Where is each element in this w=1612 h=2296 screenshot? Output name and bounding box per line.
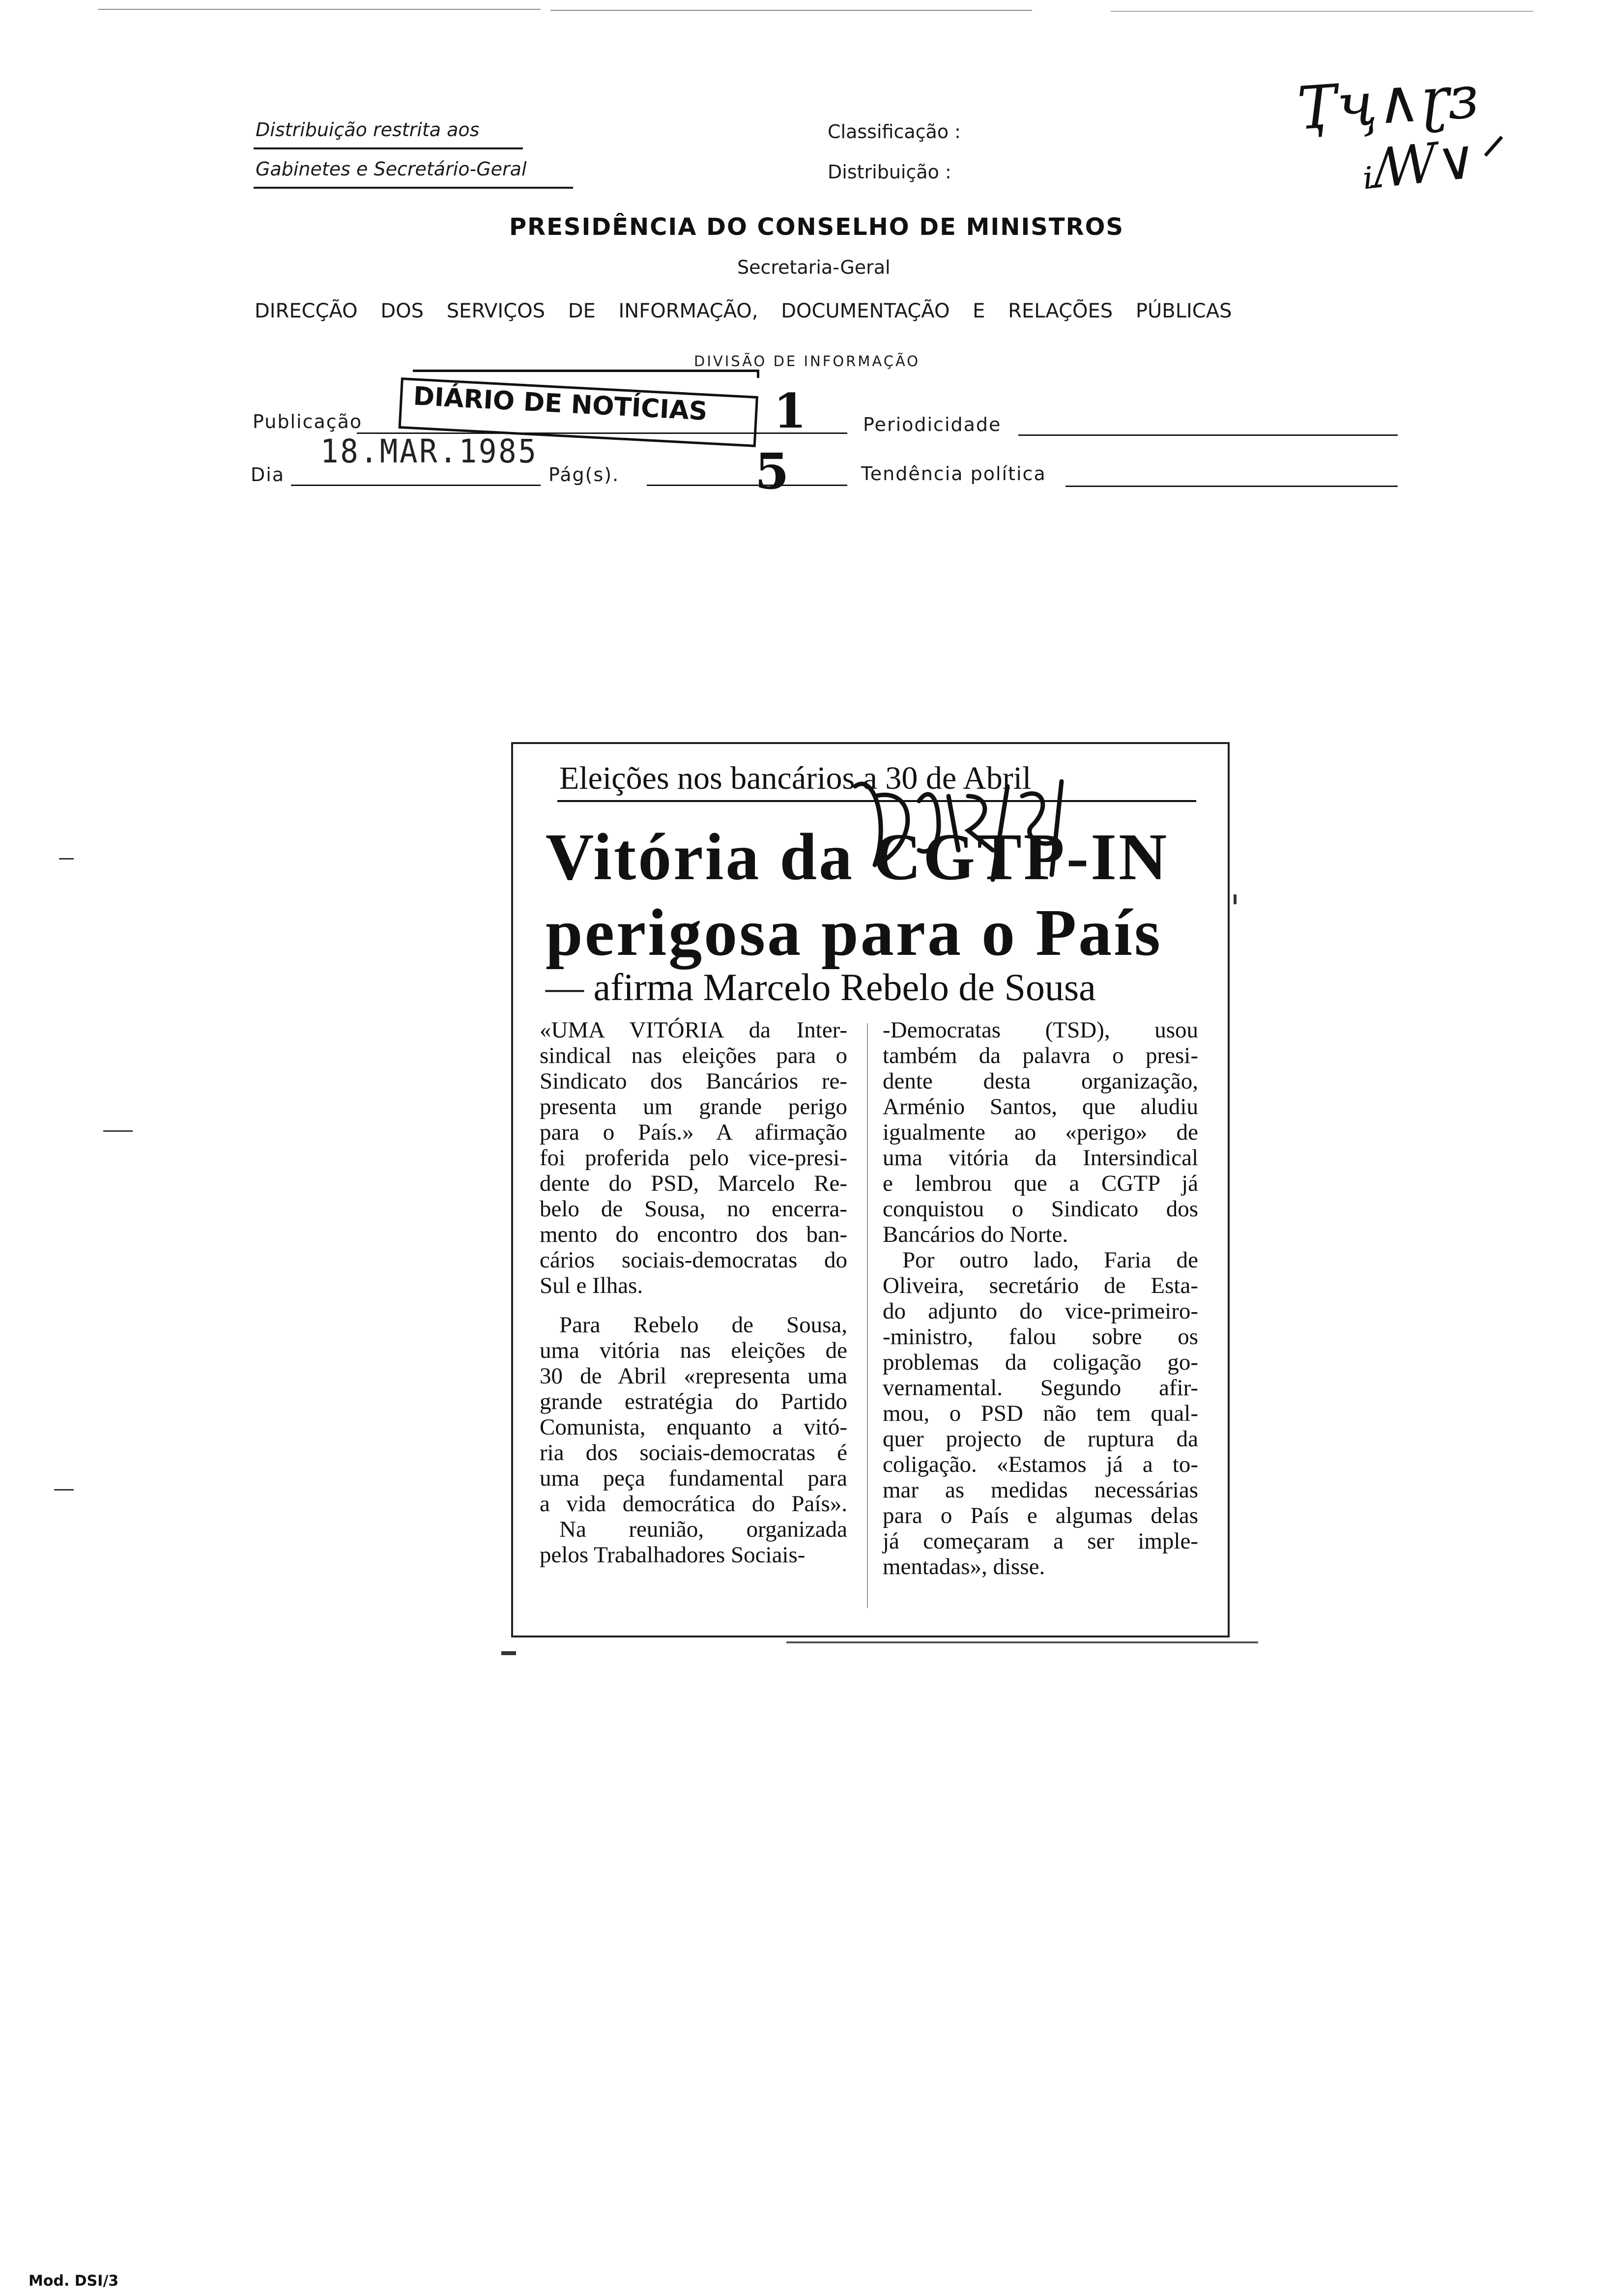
text-line: igualmente ao «perigo» de (883, 1119, 1198, 1145)
text-line: grande estratégia do Partido (540, 1389, 847, 1414)
day-label: Dia (251, 464, 285, 486)
text-line: Oliveira, secretário de Esta- (883, 1273, 1198, 1298)
text-line: Comunista, enquanto a vitó- (540, 1414, 847, 1440)
article-kicker: Eleições nos bancários a 30 de Abril (559, 760, 1032, 796)
text-line: 30 de Abril «representa uma (540, 1363, 847, 1389)
article-right-column (883, 1017, 1198, 1579)
scan-speck (1234, 894, 1237, 904)
text-line: para o País.» A afirmação (540, 1119, 847, 1145)
header-rule (254, 147, 523, 149)
handwritten-page: 5 (755, 442, 789, 500)
text-line: já começaram a ser imple- (883, 1528, 1198, 1554)
text-line: uma vitória da Intersindical (883, 1145, 1198, 1171)
text-line: mar as medidas necessárias (883, 1477, 1198, 1503)
distribution-restricted-line2: Gabinetes e Secretário-Geral (256, 158, 527, 180)
text-line: belo de Sousa, no encerra- (540, 1196, 847, 1222)
handwritten-date-scribble (845, 767, 1199, 914)
article-headline-line1: Vitória da CGTP-IN (546, 820, 1169, 894)
text-line: Sul e Ilhas. (540, 1273, 643, 1298)
directorate-title: DIRECÇÃO DOS SERVIÇOS DE INFORMAÇÃO, DOCUMENTAÇÃO E RELAÇÕES PÚBLICAS (255, 300, 1232, 322)
secretariat-title: Secretaria-Geral (737, 257, 891, 278)
text-line: -Democratas (TSD), usou (883, 1017, 1198, 1043)
publication-label: Publicação (253, 411, 363, 432)
text-line: dente do PSD, Marcelo Re- (540, 1171, 847, 1196)
scan-edge (1111, 11, 1533, 12)
distribution-restricted-line1: Distribuição restrita aos (256, 119, 480, 141)
pages-label: Pág(s). (548, 464, 620, 486)
scan-speck (54, 1489, 74, 1491)
pages-field-line (647, 485, 847, 486)
text-line: uma peça fundamental para (540, 1465, 847, 1491)
text-line: Sindicato dos Bancários re- (540, 1068, 847, 1094)
text-line: pelos Trabalhadores Sociais- (540, 1542, 806, 1568)
text-line: uma vitória nas eleições de (540, 1338, 847, 1363)
text-line: sindical nas eleições para o (540, 1043, 847, 1068)
text-line: Por outro lado, Faria de (902, 1247, 1198, 1273)
text-line: mou, o PSD não tem qual- (883, 1401, 1198, 1426)
text-line: foi proferida pelo vice-presi- (540, 1145, 847, 1171)
stamp-border-top (413, 370, 759, 378)
column-divider (867, 1023, 868, 1608)
distribution-label: Distribuição : (828, 161, 951, 183)
periodicity-field-line (1018, 434, 1398, 436)
publication-name: DIÁRIO DE NOTÍCIAS (412, 381, 708, 427)
text-line: quer projecto de ruptura da (883, 1426, 1198, 1452)
scan-edge (98, 9, 541, 10)
text-line: do adjunto do vice-primeiro- (883, 1298, 1198, 1324)
text-line: mentadas», disse. (883, 1554, 1045, 1579)
handwritten-number: 1 (774, 383, 806, 439)
text-line: vernamental. Segundo afir- (883, 1375, 1198, 1401)
scan-speck (501, 1651, 516, 1655)
text-line: conquistou o Sindicato dos (883, 1196, 1198, 1222)
article-subheadline: — afirma Marcelo Rebelo de Sousa (546, 966, 1096, 1008)
text-line: também da palavra o presi- (883, 1043, 1198, 1068)
text-line: e lembrou que a CGTP já (883, 1171, 1198, 1196)
text-line: para o País e algumas delas (883, 1503, 1198, 1528)
header-rule (254, 187, 573, 189)
text-line: a vida democrática do País». (540, 1491, 847, 1517)
scan-edge (550, 10, 1032, 11)
text-line: problemas da coligação go- (883, 1349, 1198, 1375)
text-line: ria dos sociais-democratas é (540, 1440, 847, 1465)
institution-title: PRESIDÊNCIA DO CONSELHO DE MINISTROS (509, 213, 1124, 241)
text-line: «UMA VITÓRIA da Inter- (540, 1017, 847, 1043)
text-line: mento do encontro dos ban- (540, 1222, 847, 1247)
scan-speck (103, 1130, 133, 1132)
classification-label: Classificação : (828, 121, 961, 143)
date-stamp: 18.MAR.1985 (320, 432, 538, 470)
handwritten-initials: Ҭҷ∧ɽɜ (1295, 62, 1480, 144)
text-line: Para Rebelo de Sousa, (559, 1312, 847, 1338)
text-line: Na reunião, organizada (559, 1517, 847, 1542)
periodicity-label: Periodicidade (863, 414, 1002, 435)
handwritten-mark: ᵢꟿ∨ᐟ (1358, 124, 1503, 202)
text-line: coligação. «Estamos já a to- (883, 1452, 1198, 1477)
political-tendency-label: Tendência política (861, 463, 1046, 485)
text-line: presenta um grande perigo (540, 1094, 847, 1119)
text-line: -ministro, falou sobre os (883, 1324, 1198, 1349)
day-field-line (291, 485, 541, 486)
scan-edge (786, 1641, 1258, 1643)
text-line: dente desta organização, (883, 1068, 1198, 1094)
form-code: Mod. DSI/3 (29, 2272, 119, 2290)
article-headline-line2: perigosa para o País (546, 896, 1162, 970)
paragraph-gap (540, 1298, 847, 1312)
political-tendency-field-line (1065, 486, 1398, 487)
text-line: Bancários do Norte. (883, 1222, 1068, 1247)
division-title: DIVISÃO DE INFORMAÇÃO (694, 353, 921, 370)
text-line: cários sociais-democratas do (540, 1247, 847, 1273)
article-left-column (540, 1017, 847, 1568)
text-line: Arménio Santos, que aludiu (883, 1094, 1198, 1119)
scan-speck (59, 858, 74, 860)
